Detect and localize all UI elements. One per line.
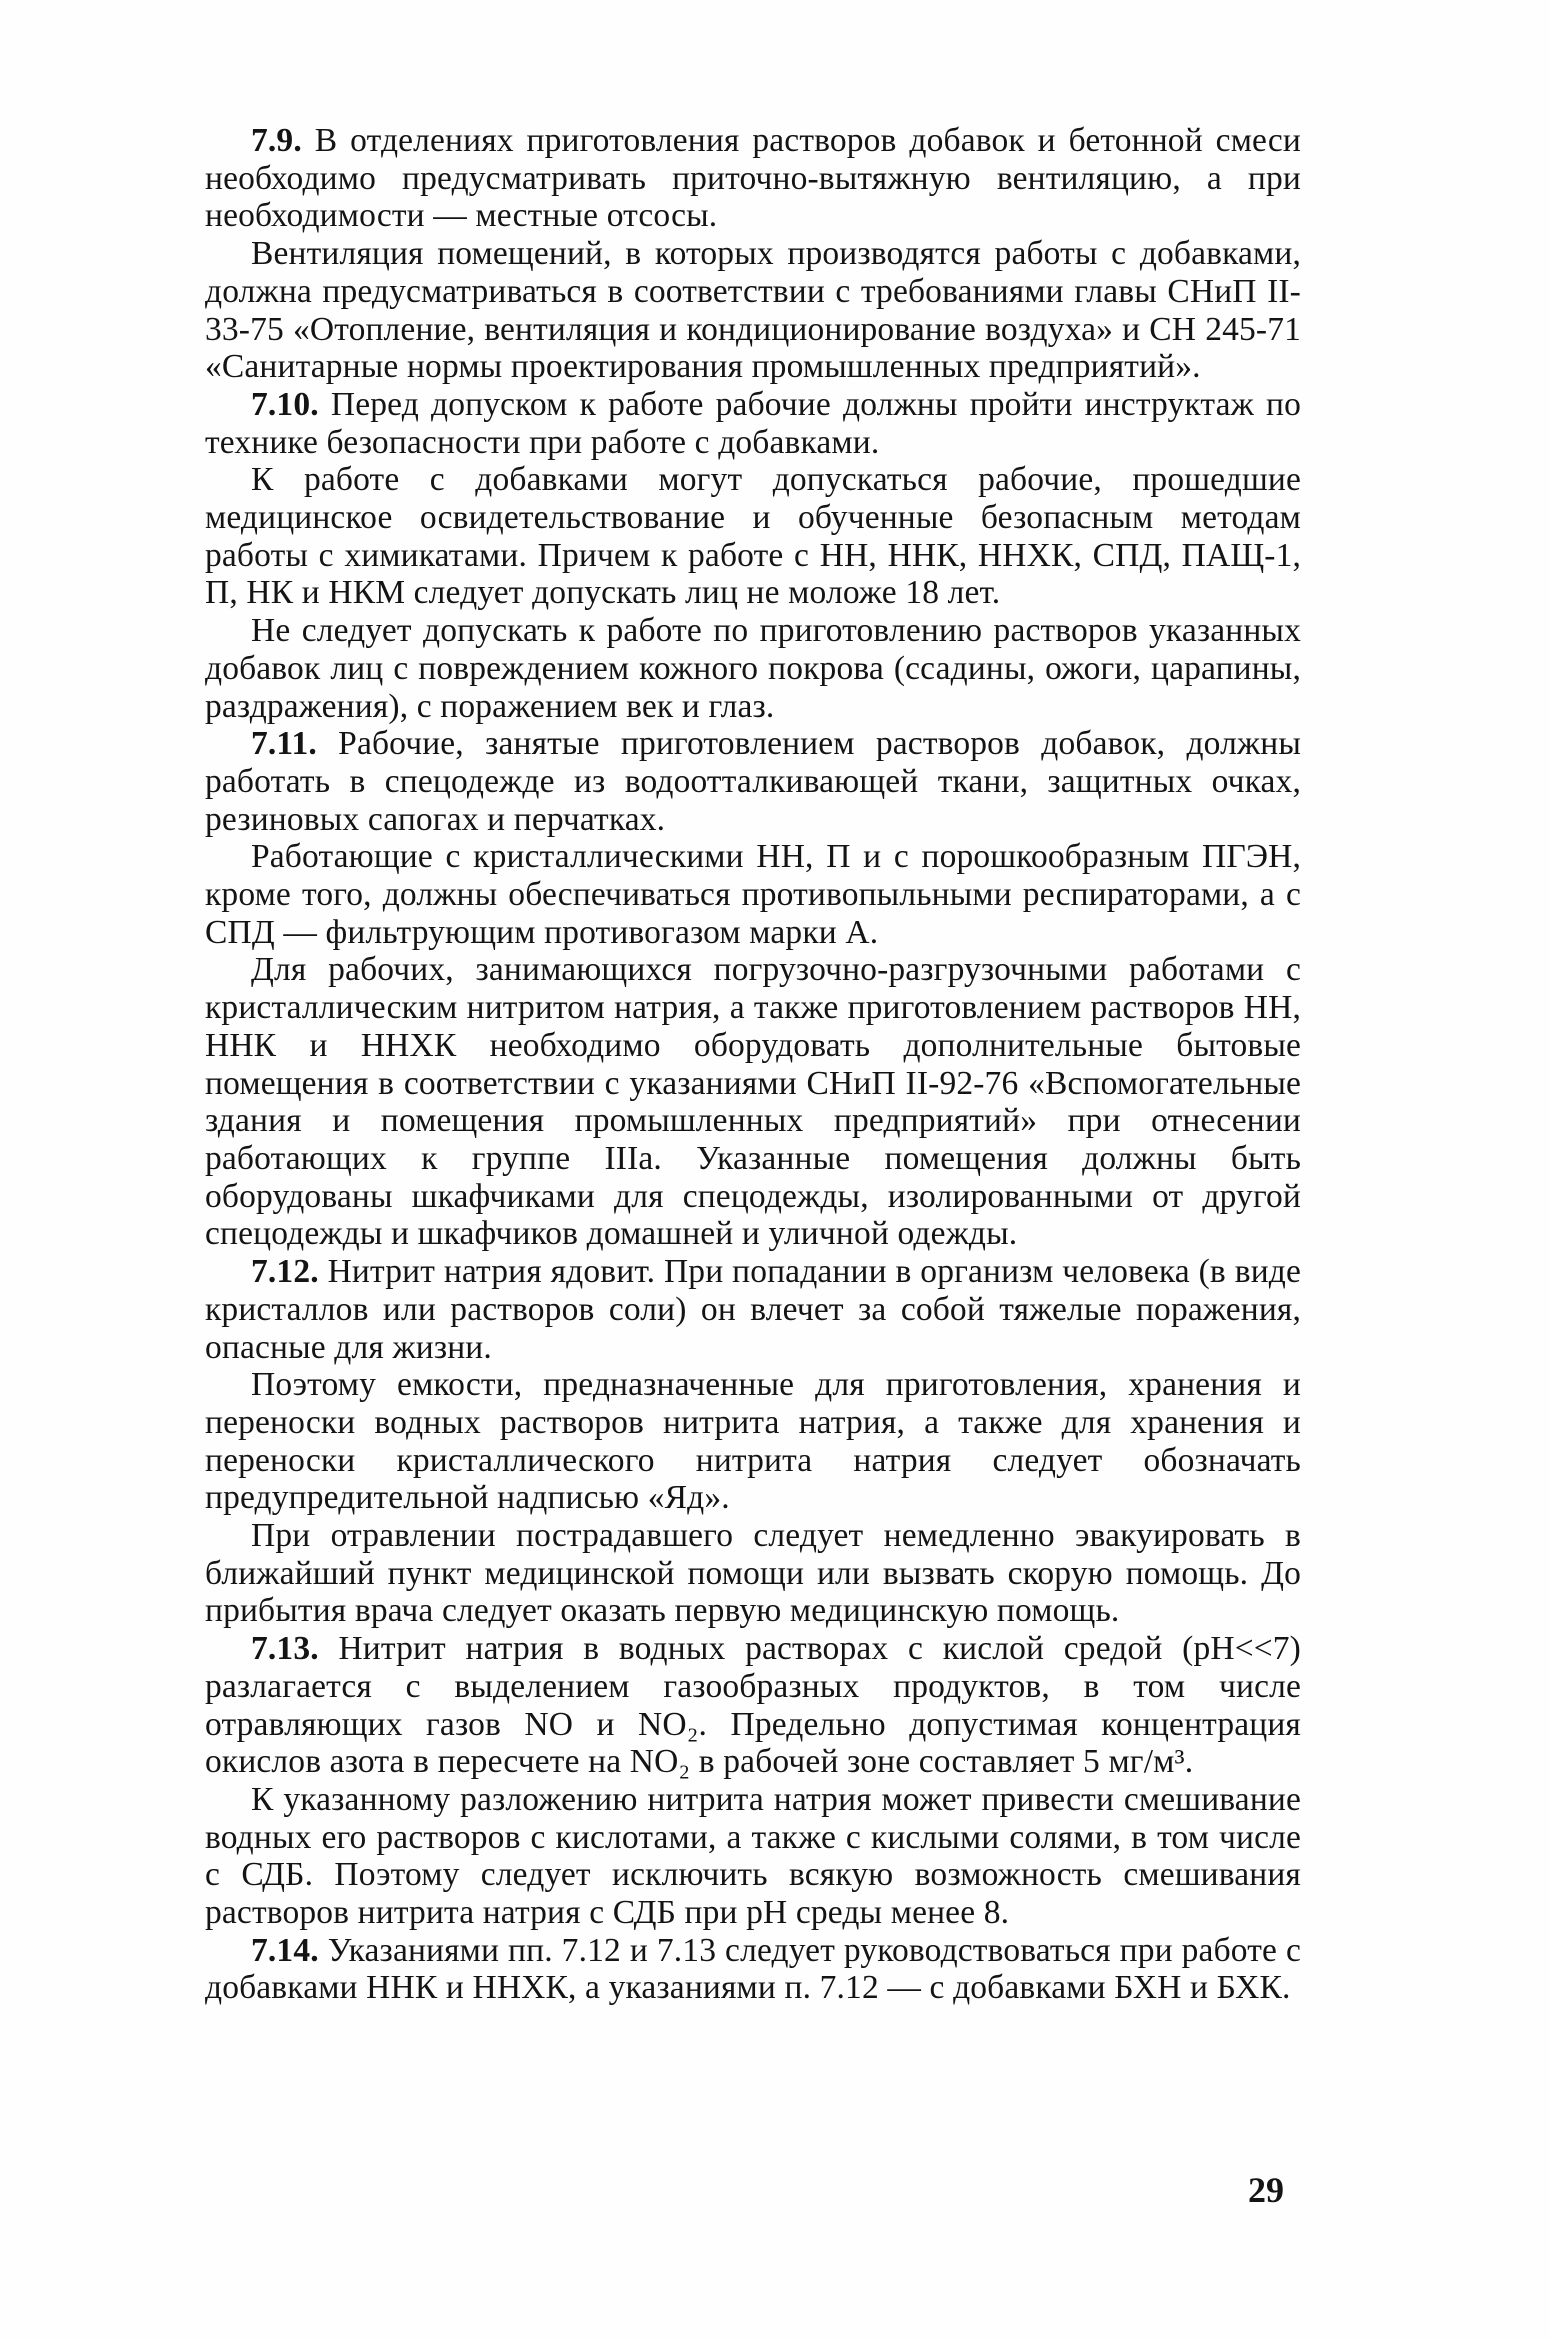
body-text bbox=[205, 122, 1301, 2007]
section-number: 7.10. bbox=[251, 385, 319, 423]
section-number: 7.11. bbox=[251, 725, 317, 763]
paragraph-skin-damage bbox=[205, 612, 1301, 725]
paragraph-text: При отравлении пострадавшего следует немедленно эвакуировать в ближайший пункт медицинской помощи или вызвать скорую помощь. До прибытия врача следует оказать первую медицинскую помощь. bbox=[205, 1517, 1301, 1630]
paragraph-text: К указанному разложению нитрита натрия может привести смешивание водных его растворов с кислотами, а также с кислыми солями, в том числе с СДБ. Поэтому следует исключить всякую возможность смешивания растворов нитрита натрия с СДБ при рН среды менее 8. bbox=[205, 1780, 1301, 1932]
paragraph-text: Нитрит натрия в водных растворах с кислой средой (рН<<7) разлагается с выделением газообразных продуктов, в том числе отравляющих газов NO и NO₂. Предельно допустимая концентрация окислов азота в пересчете на NO₂ в рабочей зоне составляет 5 мг/м³. bbox=[205, 1630, 1301, 1781]
paragraph-text: Работающие с кристаллическими НН, П и с порошкообразным ПГЭН, кроме того, должны обеспечиваться противопыльными респираторами, а с СПД — фильтрующим противогазом марки А. bbox=[205, 838, 1301, 951]
section-number: 7.13. bbox=[251, 1630, 319, 1668]
section-number: 7.14. bbox=[251, 1931, 319, 1969]
paragraph-7-12 bbox=[205, 1253, 1301, 1366]
paragraph-text: Указаниями пп. 7.12 и 7.13 следует руководствоваться при работе с добавками ННК и ННХК, а указаниями п. 7.12 — с добавками БХН и БХК. bbox=[205, 1931, 1301, 2007]
section-number: 7.9. bbox=[251, 122, 302, 159]
paragraph-7-11 bbox=[205, 725, 1301, 838]
paragraph-7-14 bbox=[205, 1932, 1301, 2007]
paragraph-text: Поэтому емкости, предназначенные для приготовления, хранения и переноски водных растворов нитрита натрия, а также для хранения и переноски кристаллического нитрита натрия следует обозначать предупредительной надписью «Яд». bbox=[205, 1366, 1301, 1517]
paragraph-text: К работе с добавками могут допускаться рабочие, прошедшие медицинское освидетельствование и обученные безопасным методам работы с химикатами. Причем к работе с НН, ННК, ННХК, СПД, ПАЩ-1, П, НК и НКМ следует допускать лиц не моложе 18 лет. bbox=[205, 461, 1301, 612]
paragraph-7-10 bbox=[205, 386, 1301, 461]
paragraph-7-9 bbox=[205, 122, 1301, 235]
paragraph-text: Рабочие, занятые приготовлением растворов добавок, должны работать в спецодежде из водоотталкивающей ткани, защитных очках, резиновых сапогах и перчатках. bbox=[205, 725, 1301, 838]
paragraph-text: Не следует допускать к работе по приготовлению растворов указанных добавок лиц с повреждением кожного покрова (ссадины, ожоги, царапины, раздражения), с поражением век и глаз. bbox=[205, 612, 1301, 725]
paragraph-text: Вентиляция помещений, в которых производятся работы с добавками, должна предусматриваться в соответствии с требованиями главы СНиП II-33-75 «Отопление, вентиляция и кондиционирование воздуха» и СН 245-71 «Санитарные нормы проектирования промышленных предприятий». bbox=[205, 235, 1301, 386]
paragraph-poison-label bbox=[205, 1366, 1301, 1517]
paragraph-first-aid bbox=[205, 1517, 1301, 1630]
paragraph-admission bbox=[205, 461, 1301, 612]
section-number: 7.12. bbox=[251, 1253, 319, 1291]
paragraph-respirators bbox=[205, 838, 1301, 951]
paragraph-ventilation bbox=[205, 235, 1301, 386]
paragraph-facilities bbox=[205, 951, 1301, 1253]
page-number: 29 bbox=[1248, 2170, 1284, 2210]
paragraph-text: Перед допуском к работе рабочие должны пройти инструктаж по технике безопасности при работе с добавками. bbox=[205, 385, 1301, 461]
paragraph-text: В отделениях приготовления растворов добавок и бетонной смеси необходимо предусматривать приточно-вытяжную вентиляцию, а при необходимости — местные отсосы. bbox=[205, 122, 1301, 235]
paragraph-text: Нитрит натрия ядовит. При попадании в организм человека (в виде кристаллов или растворов соли) он влечет за собой тяжелые поражения, опасные для жизни. bbox=[205, 1253, 1301, 1366]
paragraph-text: Для рабочих, занимающихся погрузочно-разгрузочными работами с кристаллическим нитритом натрия, а также приготовлением растворов НН, ННК и ННХК необходимо оборудовать дополнительные бытовые помещения в соответствии с указаниями СНиП II-92-76 «Вспомогательные здания и помещения промышленных предприятий» при отнесении работающих к группе IIIа. Указанные помещения должны быть оборудованы шкафчиками для спецодежды, изолированными от другой спецодежды и шкафчиков домашней и уличной одежды. bbox=[205, 951, 1301, 1253]
paragraph-7-13 bbox=[205, 1630, 1301, 1781]
paragraph-decomposition bbox=[205, 1781, 1301, 1932]
